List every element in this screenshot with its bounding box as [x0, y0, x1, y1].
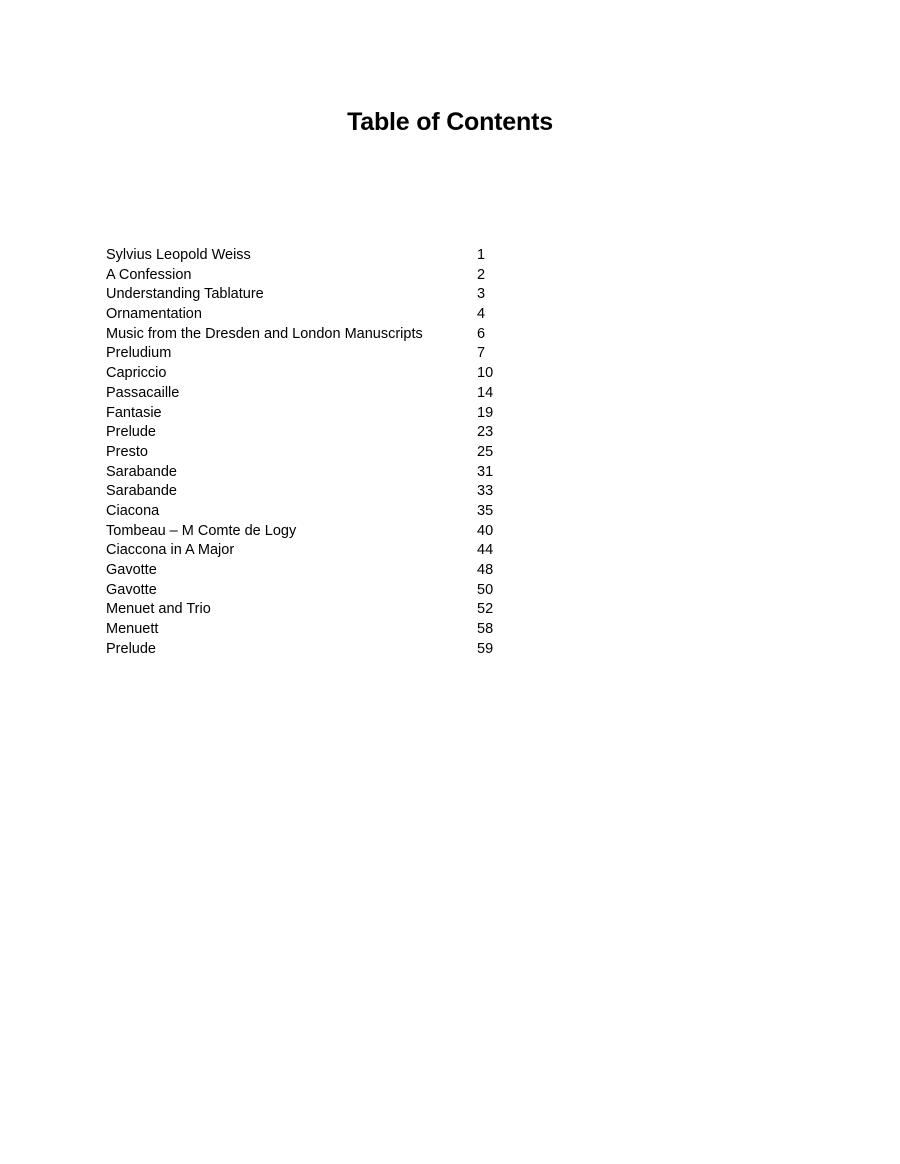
toc-row [106, 482, 526, 502]
toc-row [106, 620, 526, 640]
toc-row [106, 640, 526, 660]
toc-row [106, 522, 526, 542]
toc-page-number: 6 [477, 325, 486, 342]
toc-entry-title: Ciacona [106, 502, 160, 519]
toc-entry-title: Music from the Dresden and London Manuscripts [106, 325, 423, 342]
toc-entry-title: Presto [106, 443, 148, 460]
toc-row [106, 443, 526, 463]
toc-entry-title: Menuet and Trio [106, 601, 211, 618]
toc-page-number: 25 [477, 443, 494, 460]
toc-page-number: 50 [477, 581, 494, 598]
table-of-contents [106, 246, 526, 659]
toc-entry-title: Fantasie [106, 404, 162, 421]
toc-entry-title: Sylvius Leopold Weiss [106, 247, 251, 263]
toc-page-number: 33 [477, 483, 494, 500]
toc-entry-title: Sarabande [106, 463, 177, 480]
toc-page-number: 1 [477, 247, 486, 263]
toc-page-number: 23 [477, 424, 494, 441]
toc-entry-title: Preludium [106, 345, 172, 362]
toc-entry-title: Gavotte [106, 581, 157, 598]
toc-row [106, 246, 526, 266]
toc-page-number: 4 [477, 306, 486, 323]
toc-row [106, 423, 526, 443]
toc-entry-title: A Confession [106, 266, 192, 283]
toc-page-number: 52 [477, 601, 494, 618]
toc-row [106, 305, 526, 325]
toc-entry-title: Passacaille [106, 384, 180, 401]
toc-page-number: 31 [477, 463, 494, 480]
toc-row [106, 344, 526, 364]
toc-row [106, 600, 526, 620]
toc-row [106, 561, 526, 581]
toc-entry-title: Sarabande [106, 483, 177, 500]
toc-page-number: 10 [477, 365, 494, 382]
toc-entry-title: Capriccio [106, 365, 167, 382]
toc-entry-title: Understanding Tablature [106, 286, 264, 303]
toc-row [106, 541, 526, 561]
toc-row [106, 384, 526, 404]
toc-page-number: 7 [477, 345, 486, 362]
toc-row [106, 266, 526, 286]
toc-row [106, 463, 526, 483]
toc-entry-title: Ciaccona in A Major [106, 542, 235, 559]
toc-page-number: 14 [477, 384, 494, 401]
toc-entry-title: Prelude [106, 424, 156, 441]
toc-page-number: 40 [477, 522, 494, 539]
toc-entry-title: Tombeau – M Comte de Logy [106, 522, 297, 539]
toc-row [106, 502, 526, 522]
toc-entry-title: Menuett [106, 621, 159, 638]
toc-page-number: 3 [477, 286, 486, 303]
toc-row [106, 404, 526, 424]
toc-row [106, 285, 526, 305]
toc-page-number: 59 [477, 640, 494, 657]
toc-page-number: 35 [477, 502, 494, 519]
toc-page-number: 44 [477, 542, 494, 559]
toc-page-number: 2 [477, 266, 486, 283]
toc-row [106, 364, 526, 384]
page-title: Table of Contents [347, 108, 553, 136]
toc-entry-title: Gavotte [106, 562, 157, 578]
toc-page-number: 58 [477, 621, 494, 638]
toc-row [106, 581, 526, 601]
toc-entry-title: Prelude [106, 640, 156, 657]
toc-page-number: 19 [477, 404, 494, 421]
toc-entry-title: Ornamentation [106, 306, 202, 323]
toc-row [106, 325, 526, 345]
toc-page-number: 48 [477, 562, 494, 578]
